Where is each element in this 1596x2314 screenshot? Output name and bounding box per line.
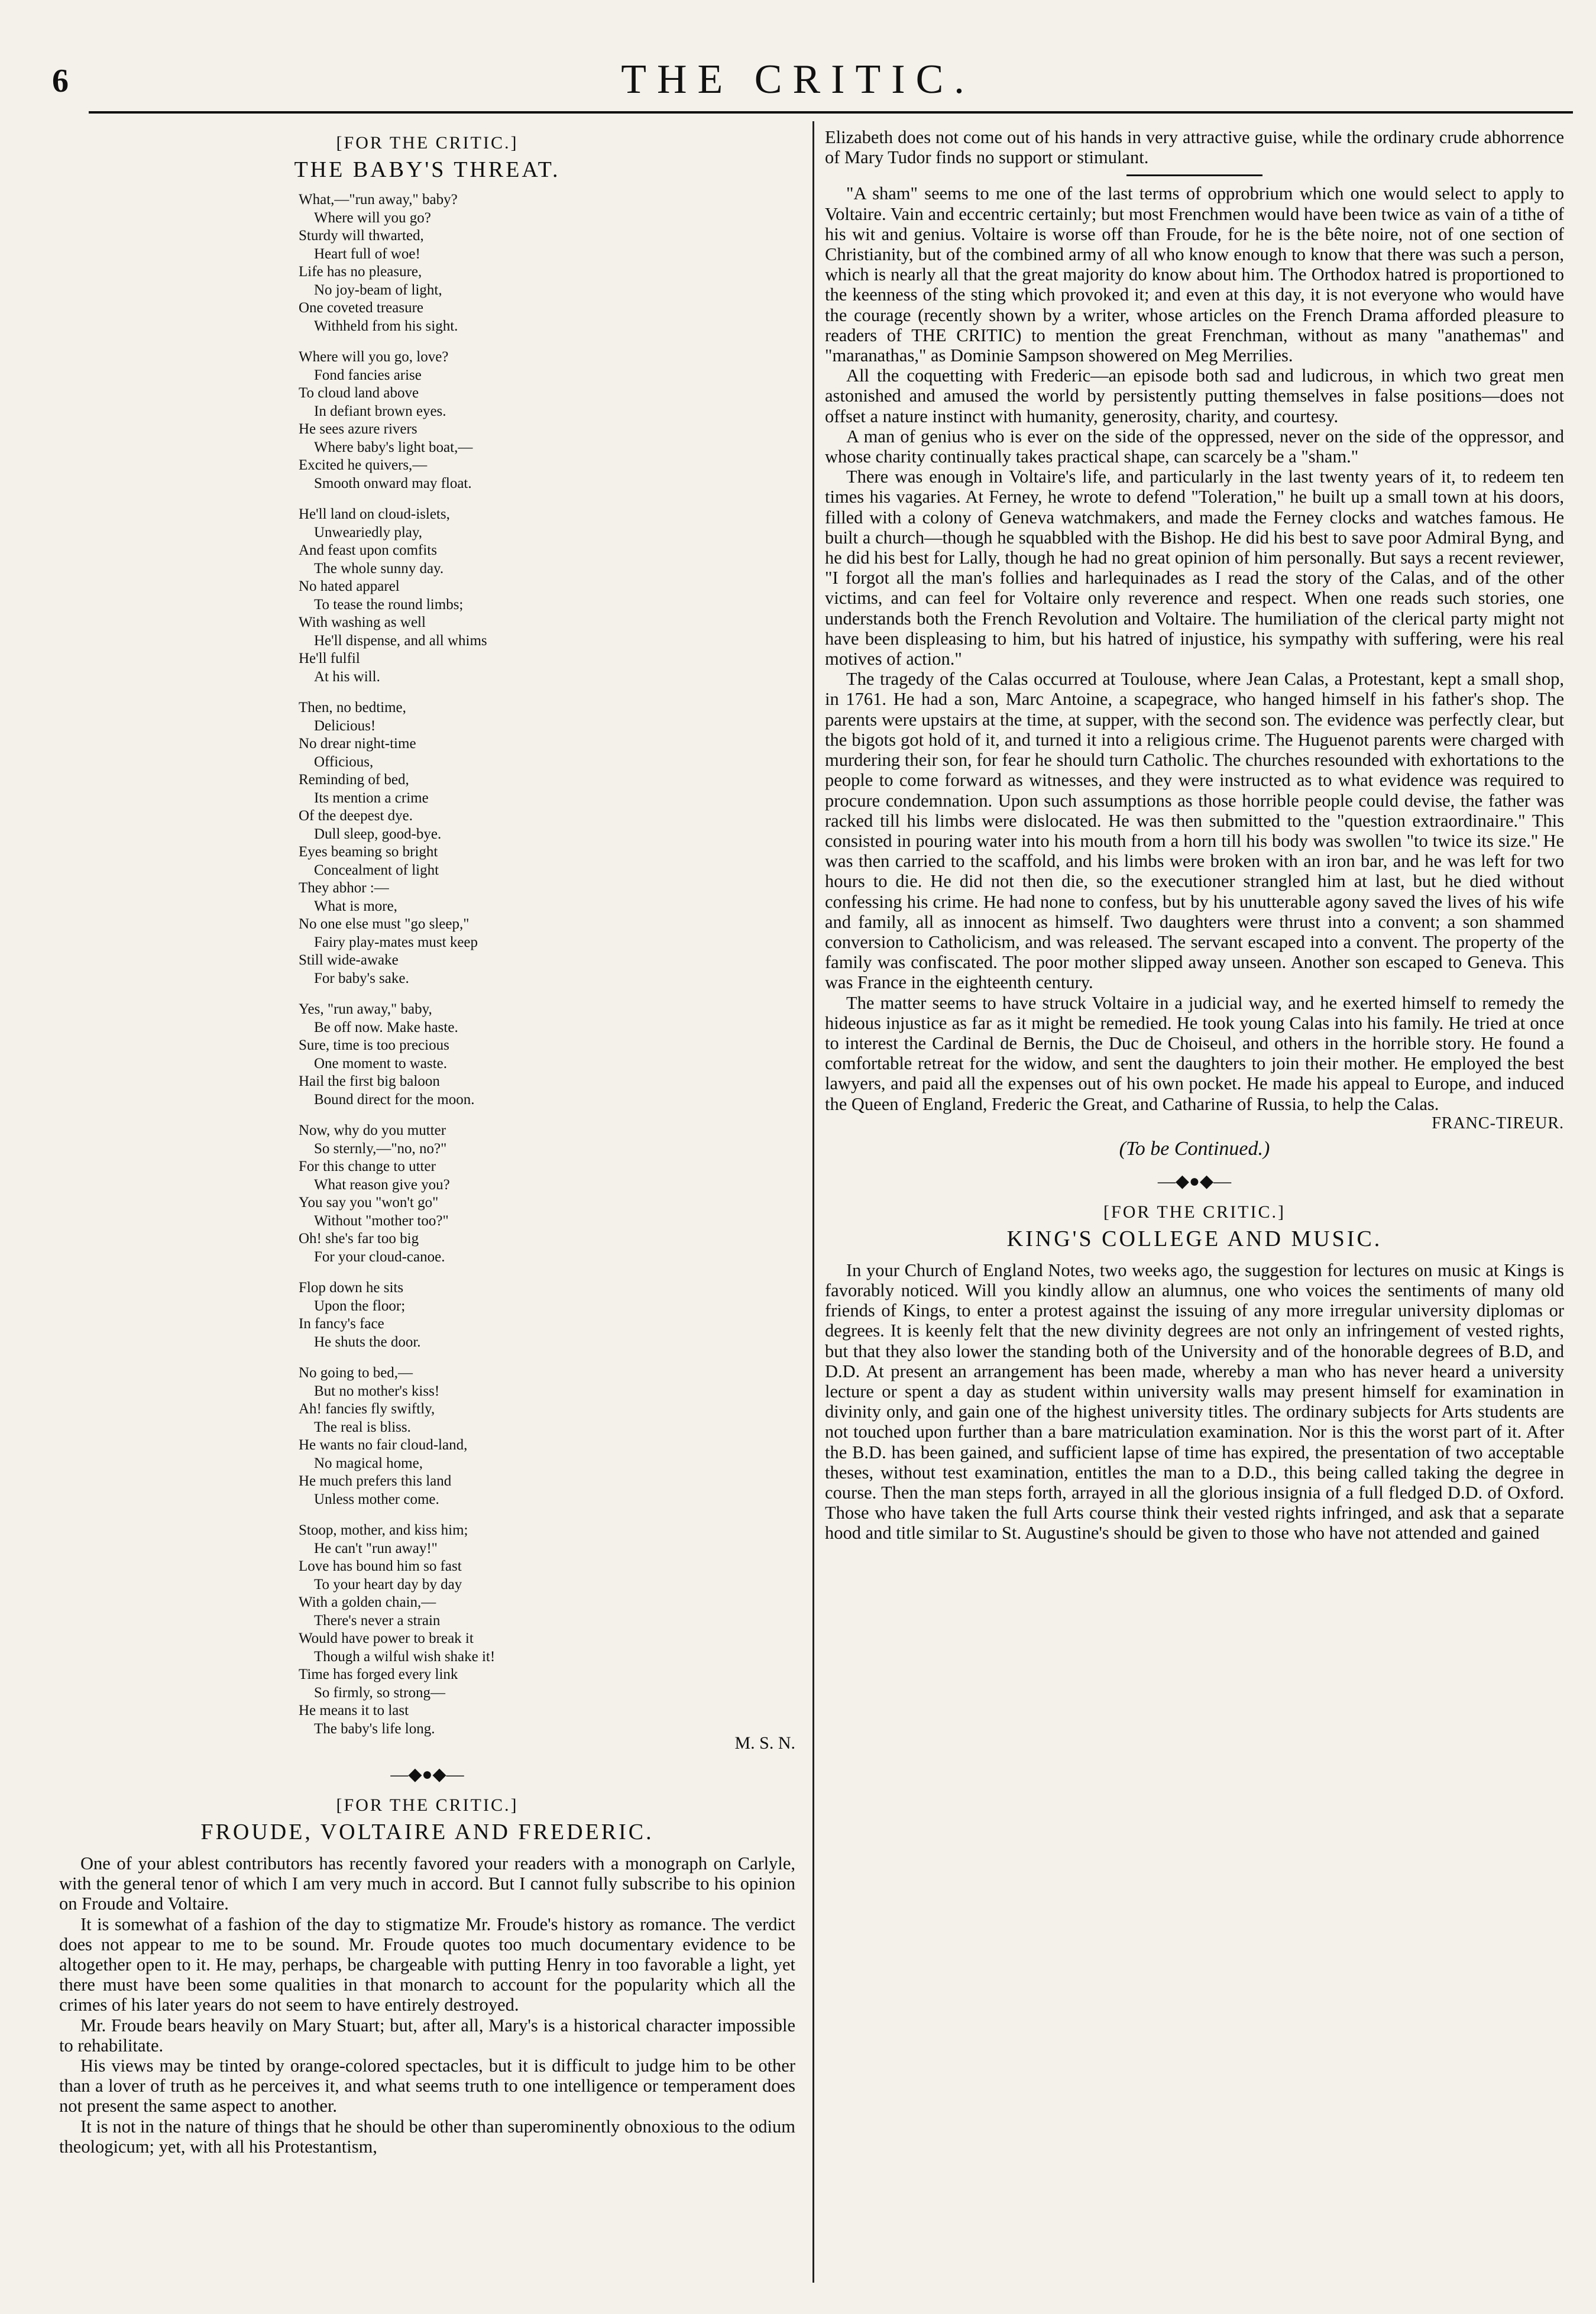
poem-line: Eyes beaming so bright [299, 844, 438, 860]
ornament-divider: —◆●◆— [390, 1765, 464, 1784]
poem-line: What reason give you? [314, 1176, 450, 1193]
poem-line: No magical home, [314, 1455, 423, 1471]
poem-line: Oh! she's far too big [299, 1231, 419, 1247]
poem-line: No one else must "go sleep," [299, 916, 470, 932]
poem-line: Reminding of bed, [299, 772, 409, 788]
poem-line: Be off now. Make haste. [314, 1019, 458, 1035]
article-paragraph: It is not in the nature of things that he should be other than superominently obnoxious to the odium theologicum; yet, with all his Protestantism, [59, 2116, 795, 2157]
poem-source-head: [FOR THE CRITIC.] [336, 133, 519, 153]
poem-line: Withheld from his sight. [314, 318, 458, 334]
article-paragraph: The tragedy of the Calas occurred at Toulouse, where Jean Calas, a Protestant, kept a small shop, in 1761. He had a son, Marc Antoine, a scapegrace, who hanged himself in his father's shop. The parents were upstairs at the time, at supper, with the second son. The evidence was perfectly clear, but the bigots got hold of it, and turned it into a religious crime. The Huguenot parents were charged with murdering their son, for fear he should turn Catholic. The churches resounded with exhortations to the people to come forward as witnesses, and they were instructed as to what evidence was required to procure condemnation. Upon such assumptions as those horrible people could devise, the father was racked till his limbs were dislocated. He was then submitted to the "question extraordinaire." This consisted in pouring water into his mouth from a horn till his body was swollen "to twice its size." He was then carried to the scaffold, and his limbs were broken with an iron bar, and he was left for two hours to die. He did not then die, so the executioner strangled him at last, but he died without confessing his crime. He had none to confess, but by his unutterable agony saved the lives of his wife and family, all as innocent as himself. Two daughters were thrust into a convent; a son shammed conversion to Catholicism, and was released. The servant escaped into a convent. The property of the family was confiscated. The poor mother slipped away unseen. Another son escaped to Geneva. This was France in the eighteenth century. [825, 669, 1564, 993]
author-signature: FRANC-TIREUR. [1432, 1114, 1564, 1132]
masthead: THE CRITIC. [621, 57, 975, 102]
poem-body [59, 191, 795, 1738]
poem-line: Now, why do you mutter [299, 1122, 446, 1138]
poem-line: Fairy play-mates must keep [314, 934, 478, 950]
poem-line: Excited he quivers,— [299, 457, 428, 473]
article-title: FROUDE, VOLTAIRE AND FREDERIC. [200, 1820, 654, 1844]
poem-line: Still wide-awake [299, 952, 399, 968]
article-source-head: [FOR THE CRITIC.] [336, 1795, 519, 1815]
poem-line: For baby's sake. [314, 970, 409, 986]
poem-line: Its mention a crime [314, 789, 429, 806]
poem-line: Hail the first big baloon [299, 1073, 440, 1089]
article2-source-head: [FOR THE CRITIC.] [1103, 1202, 1286, 1222]
poem-stanza [59, 506, 795, 686]
poem-stanza [59, 191, 795, 335]
poem-line: Sure, time is too precious [299, 1037, 449, 1053]
article-paragraph: It is somewhat of a fashion of the day to stigmatize Mr. Froude's history as romance. The verdict does not appear to me to be sound. Mr. Froude quotes too much documentary evidence to be altogether open to it. He may, perhaps, be chargeable with putting Henry in too favorable a light, yet there must have been some qualities in that monarch to account for the popularity which all the crimes of his later years do not seem to have entirely destroyed. [59, 1914, 795, 2015]
poem-stanza [59, 1279, 795, 1351]
poem-stanza [59, 1001, 795, 1109]
poem-line: Life has no pleasure, [299, 264, 422, 280]
poem-stanza [59, 1122, 795, 1266]
header-rule [89, 111, 1573, 114]
poem-line: So firmly, so strong— [314, 1684, 445, 1701]
poem-line: For this change to utter [299, 1158, 436, 1174]
poem-line: So sternly,—"no, no?" [314, 1140, 447, 1157]
article-paragraph: All the coquetting with Frederic—an episode both sad and ludicrous, in which two great men astonished and amused the world by persistently putting themselves in false positions—does not offset a nature instinct with humanity, generosity, charity, and courtesy. [825, 365, 1564, 426]
poem-line: In defiant brown eyes. [314, 403, 446, 419]
poem-line: No hated apparel [299, 578, 400, 594]
poem-line: There's never a strain [314, 1612, 441, 1629]
poem-stanza [59, 1522, 795, 1738]
poem-line: With washing as well [299, 614, 426, 630]
poem-line: He'll fulfil [299, 650, 360, 666]
article-continuation [825, 127, 1564, 1133]
poem-line: Would have power to break it [299, 1630, 474, 1646]
poem-line: Concealment of light [314, 862, 439, 878]
poem-line: Upon the floor; [314, 1297, 406, 1314]
poem-line: Flop down he sits [299, 1280, 404, 1296]
poem-line: He shuts the door. [314, 1334, 421, 1350]
poem-line: One moment to waste. [314, 1055, 447, 1072]
poem-line: No going to bed,— [299, 1365, 413, 1381]
poem-line: Fond fancies arise [314, 367, 422, 383]
poem-line: He'll land on cloud-islets, [299, 506, 450, 522]
poem-line: To your heart day by day [314, 1576, 462, 1593]
poem-signature: M. S. N. [734, 1733, 795, 1753]
poem-line: In fancy's face [299, 1316, 384, 1332]
poem-line: But no mother's kiss! [314, 1383, 440, 1399]
article-body [59, 1853, 795, 2157]
poem-line: At his will. [314, 668, 380, 685]
poem-line: Heart full of woe! [314, 245, 420, 262]
article-paragraph: "A sham" seems to me one of the last terms of opprobrium which one would select to apply to Voltaire. Vain and eccentric certainly; but most Frenchmen would have been twice as vain of a tithe of his wit and genius. Voltaire is worse off than Froude, for he is the bête noire, not of one section of Christianity, but of the combined army of all who know enough to know that there was such a person, which is nearly all that the great majority do know about him. The Orthodox hatred is proportioned to the keenness of the sting which provoked it; and even at this day, it is not everyone who would have the courage (recently shown by a writer, whose articles on the French Drama afforded pleasure to readers of THE CRITIC) to mention the great Frenchman, without as many "anathemas" and "maranathas," as Dominie Sampson showered on Meg Merrilies. [825, 183, 1564, 366]
poem-line: Where will you go? [314, 209, 431, 226]
article2-title: KING'S COLLEGE AND MUSIC. [1006, 1226, 1383, 1251]
page-number: 6 [52, 63, 69, 99]
poem-line: Yes, "run away," baby, [299, 1001, 432, 1017]
poem-line: Smooth onward may float. [314, 475, 472, 491]
poem-line: No drear night-time [299, 736, 416, 752]
poem-line: He'll dispense, and all whims [314, 632, 487, 649]
article-paragraph: A man of genius who is ever on the side of the oppressed, never on the side of the oppressor, and whose charity continually takes practical shape, can scarcely be a "sham." [825, 426, 1564, 467]
poem-stanza [59, 1364, 795, 1509]
article-paragraph: Mr. Froude bears heavily on Mary Stuart; but, after all, Mary's is a historical character impossible to rehabilitate. [59, 2015, 795, 2056]
poem-line: What,—"run away," baby? [299, 192, 458, 208]
ornament-divider: —◆●◆— [1157, 1171, 1232, 1191]
poem-line: Ah! fancies fly swiftly, [299, 1401, 435, 1417]
poem-line: He sees azure rivers [299, 421, 417, 437]
poem-title: THE BABY'S THREAT. [294, 157, 561, 182]
poem-line: The baby's life long. [314, 1720, 435, 1737]
article-paragraph: The matter seems to have struck Voltaire in a judicial way, and he exerted himself to remedy the hideous injustice as far as it might be remedied. He took young Calas into his family. He tried at once to interest the Cardinal de Bernis, the Duc de Choiseul, and others in the horrible story. He found a comfortable retreat for the widow, and sent the daughters to join their mother. He employed the best lawyers, and paid all the expenses out of his own pocket. He made his appeal to Europe, and induced the Queen of England, Frederic the Great, and Catharine of Russia, to help the Calas. [825, 992, 1564, 1114]
article2-paragraph: In your Church of England Notes, two weeks ago, the suggestion for lectures on music at Kings is favorably noticed. Will you kindly allow an alumnus, one who voices the sentiments of many old friends of Kings, to enter a protest against the issuing of any more irregular university diplomas or degrees. It is keenly felt that the new divinity degrees are not only an infringement of vested rights, but that they also lower the standing both of the University and of the honorable degrees of B.D, and D.D. At present an arrangement has been made, whereby a man who has never heard a university lecture or spent a day as student within university walls may present himself for examination in divinity only, and gain one of the highest university titles. The ordinary subjects for Arts students are not touched upon further than a bare matriculation examination. Nor is this the worst part of it. After the B.D. has been gained, and sufficient lapse of time has expired, the presentation of two acceptable theses, without test examination, entitles the man to a D.D., this being called taking the degree in course. Then the man steps forth, arrayed in all the glorious insignia of a full fledged D.D. of Oxford. Those who have taken the full Arts course think their vested rights infringed, and ask that a separate hood and title similar to St. Augustine's should be given to those who have not attended and gained [825, 1260, 1564, 1543]
right-column [825, 127, 1564, 2292]
page-header [0, 0, 1596, 112]
article-paragraph: One of your ablest contributors has recently favored your readers with a monograph on Carlyle, with the general tenor of which I am very much in accord. But I cannot fully subscribe to his opinion on Froude and Voltaire. [59, 1853, 795, 1914]
poem-line: He means it to last [299, 1703, 409, 1718]
poem-line: No joy-beam of light, [314, 281, 442, 298]
poem-line: For your cloud-canoe. [314, 1248, 445, 1265]
poem-line: He much prefers this land [299, 1473, 452, 1489]
poem-stanza [59, 348, 795, 493]
short-rule [1126, 174, 1262, 176]
poem-line: And feast upon comfits [299, 542, 437, 558]
poem-stanza [59, 699, 795, 988]
poem-line: He wants no fair cloud-land, [299, 1437, 468, 1453]
poem-line: Where baby's light boat,— [314, 439, 473, 455]
poem-line: What is more, [314, 898, 397, 914]
poem-line: Where will you go, love? [299, 349, 449, 365]
poem-line: Without "mother too?" [314, 1212, 449, 1229]
poem-line: Time has forged every link [299, 1666, 458, 1682]
article-paragraph: There was enough in Voltaire's life, and particularly in the last twenty years of it, to redeem ten times his vagaries. At Ferney, he wrote to defend "Toleration," he built up a small town at his doors, filled with a colony of Geneva watchmakers, and made the Ferney clocks and watches famous. He built a church—though he squabbled with the Bishop. He did his best to save poor Admiral Byng, and he did his best for Lally, though he had no great opinion of him personally. But says a recent reviewer, "I forgot all the man's follies and harlequinades as I read the story of the Calas, and of the other victims, and can feel for Voltaire only reverence and respect. When one reads such stories, one understands both the French Revolution and Voltaire. The humiliation of the clerical party might not have been displeasing to him, but his hatred of injustice, his sympathy with suffering, were his real motives of action." [825, 467, 1564, 669]
continued-note: (To be Continued.) [1119, 1137, 1270, 1160]
poem-line: Dull sleep, good-bye. [314, 826, 442, 842]
poem-line: You say you "won't go" [299, 1195, 439, 1211]
poem-line: He can't "run away!" [314, 1540, 438, 1556]
poem-line: Delicious! [314, 717, 376, 734]
poem-line: To cloud land above [299, 385, 419, 401]
poem-line: Unweariedly play, [314, 524, 423, 541]
poem-line: Bound direct for the moon. [314, 1091, 475, 1108]
poem-line: Then, no bedtime, [299, 700, 406, 716]
poem-line: Unless mother come. [314, 1491, 439, 1507]
poem-line: Though a wilful wish shake it! [314, 1648, 496, 1665]
poem-line: To tease the round limbs; [314, 596, 464, 613]
poem-line: One coveted treasure [299, 300, 423, 316]
poem-line: The whole sunny day. [314, 560, 444, 577]
poem-line: With a golden chain,— [299, 1594, 436, 1610]
article-paragraph: His views may be tinted by orange-colored spectacles, but it is difficult to judge him to be other than a lover of truth as he perceives it, and what seems truth to one intelligence or temperament does not present the same aspect to another. [59, 2056, 795, 2116]
poem-line: Stoop, mother, and kiss him; [299, 1522, 468, 1538]
poem-line: Love has bound him so fast [299, 1558, 462, 1574]
article-paragraph: Elizabeth does not come out of his hands in very attractive guise, while the ordinary crude abhorrence of Mary Tudor finds no support or stimulant. [825, 127, 1564, 168]
left-column [59, 127, 795, 2292]
poem-line: Of the deepest dye. [299, 808, 413, 824]
poem-line: Sturdy will thwarted, [299, 228, 424, 244]
poem-line: The real is bliss. [314, 1419, 411, 1435]
poem-line: They abhor :— [299, 880, 389, 896]
poem-line: Officious, [314, 753, 374, 770]
column-divider [812, 121, 814, 2283]
